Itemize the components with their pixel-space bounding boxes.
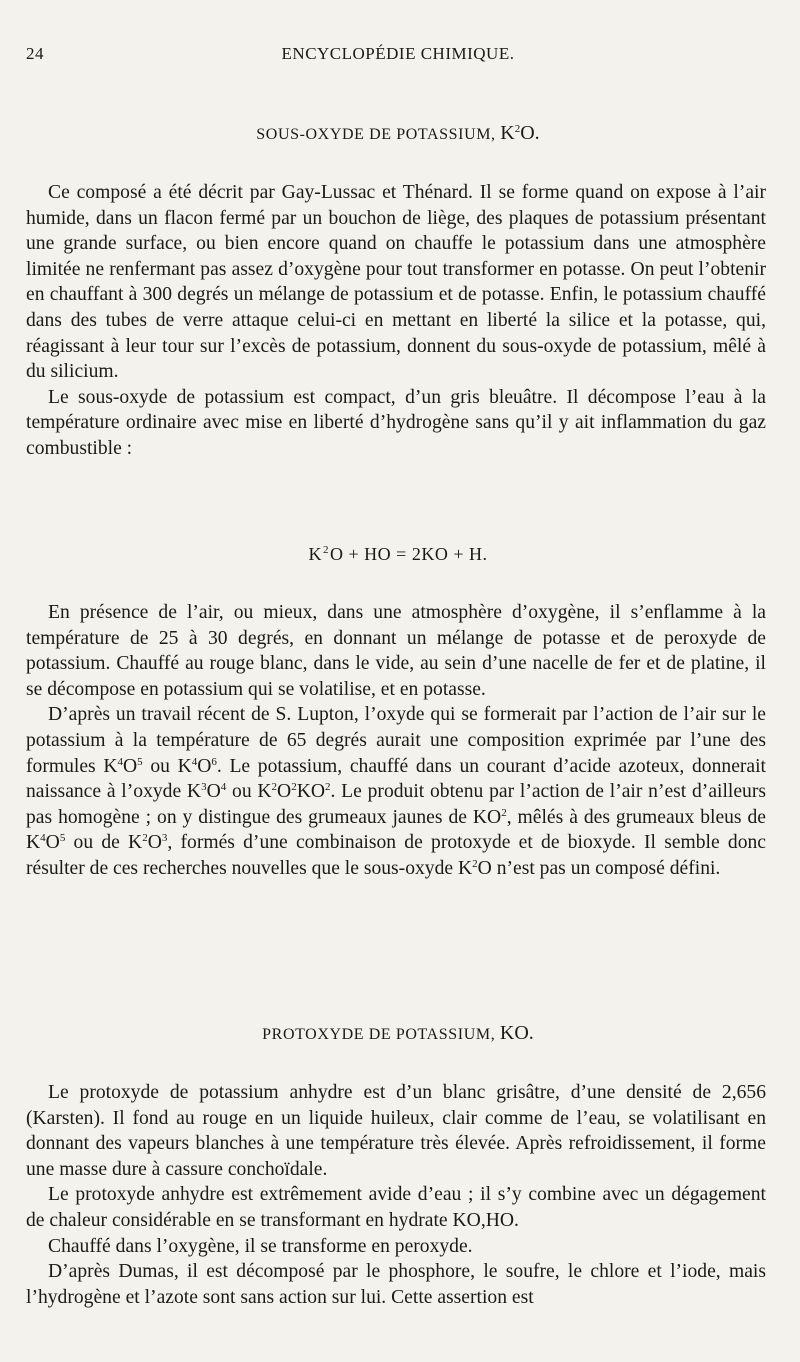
section-heading-text: PROTOXYDE DE POTASSIUM, [262,1026,496,1043]
chemical-equation: $K^2O$ + HO = 2KO + H. [308,544,488,564]
paragraph: Le protoxyde de potassium anhydre est d’un blanc grisâtre, d’une densité de 2,656 (Karsten). Il fond au rouge en un liquide huileux, clair comme de l’eau, se volatilisant en donnant des vapeurs blanches à une température très élevée. Après refroidissement, il forme une masse dure à cassure conchoïdale. [26,1082,766,1180]
section1-text-block-1 [26,180,766,462]
paragraph: Le sous-oxyde de potassium est compact, d’un gris bleuâtre. Il décompose l’eau à la température ordinaire avec mise en liberté d’hydrogène sans qu’il y ait inflammation du gaz combustible : [26,386,766,459]
paragraph: D’après Dumas, il est décomposé par le phosphore, le soufre, le chlore et l’iode, mais l’hydrogène et l’azote sont sans action sur lui. Cette assertion est [26,1261,766,1308]
section-heading-text: SOUS-OXYDE DE POTASSIUM, [256,126,496,143]
section1-text-block-2 [26,600,766,882]
paragraph: En présence de l’air, ou mieux, dans une atmosphère d’oxygène, il s’enflamme à la température de 25 à 30 degrés, en donnant un mélange de potasse et de peroxyde de potassium. Chauffé au rouge blanc, dans le vide, au sein d’une nacelle de fer et de platine, il se décompose en potassium qui se volatilise, et en potasse. [26,602,766,700]
paragraph: Le protoxyde anhydre est extrêmement avide d’eau ; il s’y combine avec un dégagement de chaleur considérable en se transformant en hydrate KO,HO. [26,1184,766,1231]
paragraph: Ce composé a été décrit par Gay-Lussac et Thénard. Il se forme quand on expose à l’air humide, dans un flacon fermé par un bouchon de liège, des plaques de potassium présentant une grande surface, ou bien encore quand on chauffe le potassium dans une atmosphère limitée ne renfermant pas assez d’oxygène pour tout transformer en potasse. On peut l’obtenir en chauffant à 300 degrés un mélange de potassium et de potasse. Enfin, le potassium chauffé dans des tubes de verre attaque celui-ci en mettant en liberté la silice et la potasse, qui, réagissant à leur tour sur l’excès de potassium, donnent du sous-oxyde de potassium, mêlé à du silicium. [26,182,766,383]
section2-text-block [26,1080,766,1310]
section-heading-formula: $K^2O$. [500,122,540,144]
section-heading-formula: KO. [499,1022,534,1044]
section-heading-protoxyde [26,1022,770,1045]
section-heading-sous-oxyde [26,122,770,145]
paragraph-lupton: D’après un travail récent de S. Lupton, l’oxyde qui se formerait par l’action de l’air sur le potassium à la température de 65 degrés aurait une composition exprimée par l’une des formules $K^4O^5$ ou $K^4O^6$. Le potassium, chauffé dans un courant d’acide azoteux, donnerait naissance à l’oxyde $K^3O^4$ ou $K^2O^2KO^2$. Le produit obtenu par l’action de l’air n’est d’ailleurs pas homogène ; on y distingue des grumeaux jaunes de $KO^2$, mêlés à des grumeaux bleus de $K^4O^5$ ou de $K^2O^3$, formés d’une combinaison de protoxyde et de bioxyde. Il semble donc résulter de ces recherches nouvelles que le sous-oxyde $K^2O$ n’est pas un composé défini. [26,704,766,879]
paragraph: Chauffé dans l’oxygène, il se transforme en peroxyde. [48,1235,473,1257]
page-number: 24 [26,44,44,63]
running-title: ENCYCLOPÉDIE CHIMIQUE. [281,44,515,63]
